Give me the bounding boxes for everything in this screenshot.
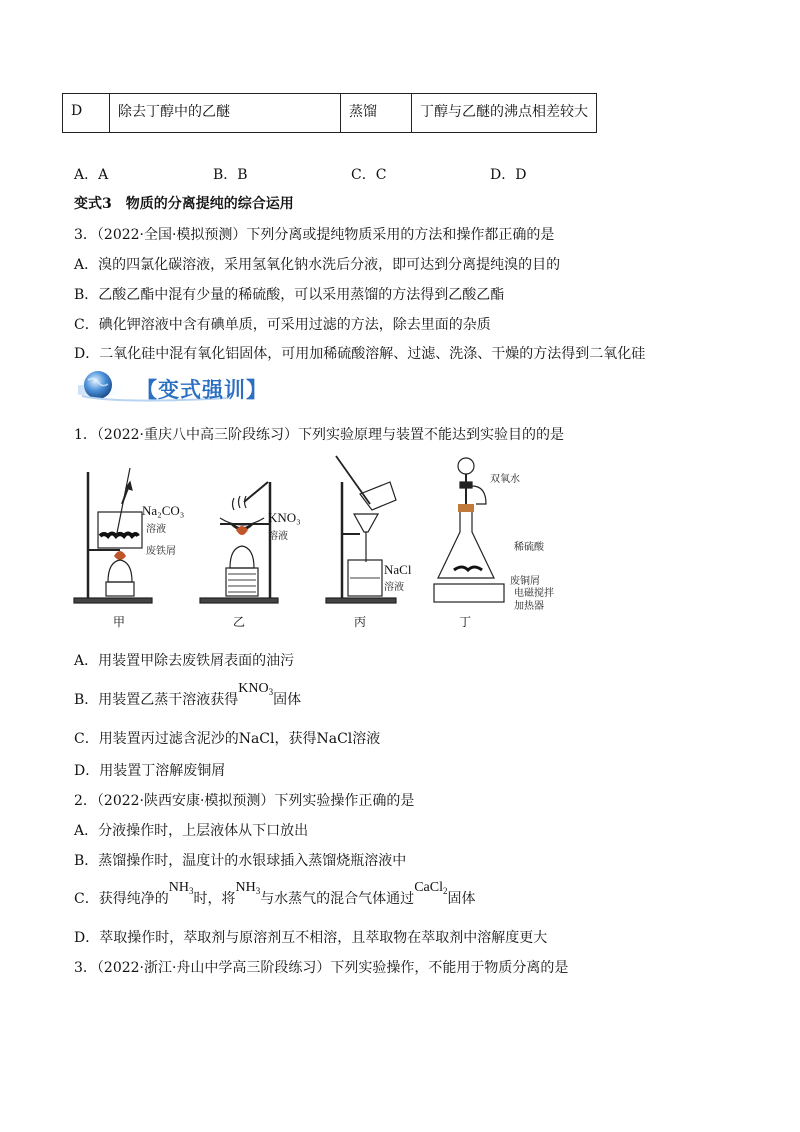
s1-option-b-suffix: 固体 (273, 692, 302, 708)
formula-kno3-main: KNO (238, 681, 269, 696)
formula-nh3-2-sub: 3 (255, 886, 261, 896)
s2-option-c-part-4: 固体 (447, 891, 476, 907)
s2-option-c (74, 880, 476, 908)
caption-jia: 甲 (113, 615, 126, 629)
banner-title: 【变式强训】 (136, 377, 268, 402)
q3-option-b: B．乙酸乙酯中混有少量的稀硫酸，可以采用蒸馏的方法得到乙酸乙酯 (74, 287, 505, 303)
caption-yi: 乙 (233, 615, 246, 629)
prev-option-c: C．C (351, 167, 387, 183)
prev-option-d: D．D (490, 167, 527, 183)
q3-stem: 3．（2022·全国·模拟预测）下列分离或提纯物质采用的方法和操作都正确的是 (74, 227, 555, 243)
formula-nh3-1-sub: 3 (188, 886, 194, 896)
s1-stem: 1．（2022·重庆八中高三阶段练习）下列实验原理与装置不能达到实验目的的是 (74, 427, 564, 443)
s2-option-b: B．蒸馏操作时，温度计的水银球插入蒸馏烧瓶溶液中 (74, 853, 407, 869)
q3-option-c: C．碘化钾溶液中含有碘单质，可采用过滤的方法，除去里面的杂质 (74, 317, 491, 333)
jia-label-2: 溶液 (146, 524, 166, 535)
formula-nh3-2-main: NH (235, 880, 256, 895)
table-row (63, 94, 597, 133)
ding-label-3: 废铜屑 (510, 576, 540, 587)
yi-label-2: 溶液 (268, 531, 288, 542)
q3-option-d: D．二氧化硅中混有氧化铝固体，可用加稀硫酸溶解、过滤、洗涤、干燥的方法得到二氧化硅 (74, 346, 646, 362)
section-label: 变式3 (74, 196, 112, 212)
s2-option-c-part-3: 与水蒸气的混合气体通过 (260, 891, 415, 907)
formula-nh3-1 (169, 880, 194, 895)
s2-option-d: D．萃取操作时，萃取剂与原溶剂互不相溶，且萃取物在萃取剂中溶解度更大 (74, 930, 548, 946)
apparatus-jia (74, 468, 152, 603)
formula-nh3-1-main: NH (168, 880, 189, 895)
apparatus-yi (200, 482, 278, 603)
ding-label-5: 加热器 (514, 601, 544, 612)
jia-label-1: Na₂CO₃ (142, 503, 185, 518)
table-cell-option: D (63, 94, 110, 133)
caption-bing: 丙 (354, 615, 367, 629)
apparatus-figure (70, 452, 530, 612)
jia-label-3: 废铁屑 (146, 546, 176, 557)
s3-stem: 3．（2022·浙江·舟山中学高三阶段练习）下列实验操作，不能用于物质分离的是 (74, 960, 569, 976)
caption-ding: 丁 (459, 615, 472, 629)
s1-option-a: A．用装置甲除去废铁屑表面的油污 (74, 653, 295, 669)
section-title: 物质的分离提纯的综合运用 (125, 196, 294, 212)
answer-table (62, 93, 597, 133)
prev-option-b: B．B (213, 167, 248, 183)
s1-option-d: D．用装置丁溶解废铜屑 (74, 763, 226, 779)
prev-option-a: A．A (74, 167, 109, 183)
formula-kno3 (238, 681, 273, 696)
ding-label-4: 电磁搅拌 (514, 588, 554, 599)
table-cell-purpose: 除去丁醇中的乙醚 (110, 94, 341, 133)
ding-label-1: 双氧水 (490, 474, 520, 485)
s1-option-c: C．用装置丙过滤含泥沙的NaCl，获得NaCl溶液 (74, 731, 381, 747)
s2-option-a: A．分液操作时，上层液体从下口放出 (74, 823, 309, 839)
s1-option-b-prefix: B．用装置乙蒸干溶液获得 (74, 692, 239, 708)
s2-stem: 2．（2022·陕西安康·模拟预测）下列实验操作正确的是 (74, 793, 415, 809)
bing-label-2: 溶液 (384, 582, 404, 593)
yi-label-1: KNO₃ (268, 510, 301, 525)
s1-option-b (74, 681, 302, 709)
formula-nh3-2 (235, 880, 260, 895)
section-heading (74, 193, 294, 213)
table-cell-reason: 丁醇与乙醚的沸点相差较大 (412, 94, 597, 133)
q3-option-a: A．溴的四氯化碳溶液，采用氢氧化钠水洗后分液，即可达到分离提纯溴的目的 (74, 257, 561, 273)
formula-kno3-sub: 3 (268, 687, 274, 697)
formula-cacl2 (414, 880, 447, 895)
table-cell-method: 蒸馏 (341, 94, 412, 133)
formula-cacl2-main: CaCl (414, 880, 443, 895)
bing-label-1: NaCl (384, 562, 412, 577)
formula-cacl2-sub: 2 (442, 886, 448, 896)
ding-label-2: 稀硫酸 (514, 542, 544, 553)
s2-option-c-part-2: 时，将 (193, 891, 236, 907)
s2-option-c-part-1: C．获得纯净的 (74, 891, 169, 907)
